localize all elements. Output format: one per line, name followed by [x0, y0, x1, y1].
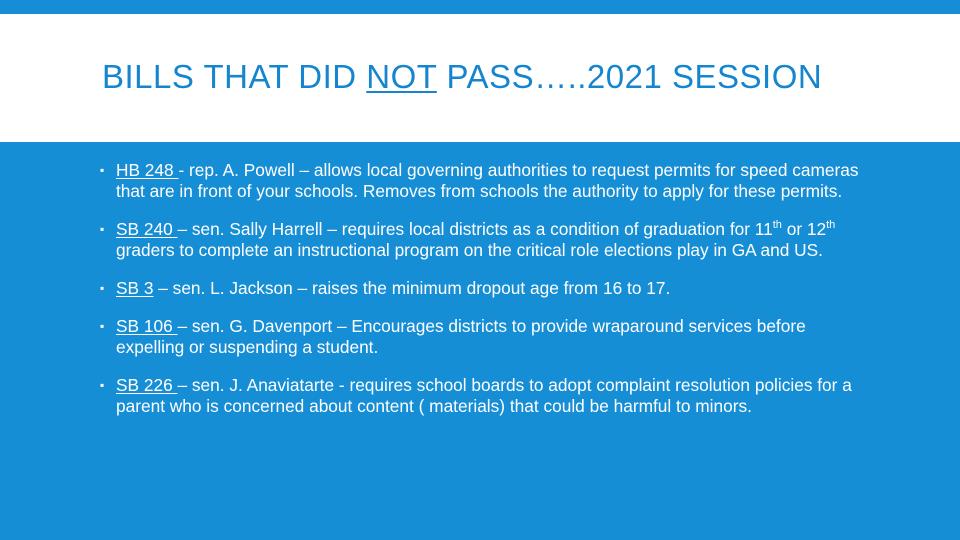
slide-title — [102, 58, 822, 96]
bullet-icon: ▪ — [100, 163, 105, 177]
bullet-icon: ▪ — [100, 281, 105, 295]
bullet-icon: ▪ — [100, 222, 105, 236]
bill-item-sb-240 — [100, 219, 860, 261]
ordinal-suffix: th — [772, 219, 782, 232]
bill-item-hb-248 — [100, 160, 860, 202]
title-emphasis: NOT — [366, 58, 437, 95]
bill-id: HB 248 — [116, 160, 179, 180]
bullet-icon: ▪ — [100, 319, 105, 333]
bill-description: – sen. G. Davenport – Encourages districts to provide wraparound services before expelling or suspending a student. — [116, 316, 806, 357]
title-part-2: PASS…..2021 SESSION — [436, 58, 823, 95]
bill-id: SB 106 — [116, 316, 178, 336]
bill-description: – sen. L. Jackson – raises the minimum dropout age from 16 to 17. — [153, 278, 671, 298]
bill-description-part-3: graders to complete an instructional program on the critical role elections play in GA and US. — [116, 240, 823, 260]
bill-item-sb-226 — [100, 375, 860, 417]
bullet-icon: ▪ — [100, 378, 105, 392]
bill-item-sb-3 — [100, 278, 860, 299]
bill-item-sb-106 — [100, 316, 860, 358]
bill-id: SB 3 — [116, 278, 154, 298]
bill-list — [100, 160, 860, 434]
bill-id: SB 240 — [116, 219, 178, 239]
bill-description-part-2: or 12 — [781, 219, 827, 239]
ordinal-suffix: th — [826, 219, 836, 232]
title-part-1: BILLS THAT DID — [102, 58, 367, 95]
bill-description: – sen. J. Anaviatarte - requires school boards to adopt complaint resolution policies for a parent who is concerned about content ( materials) that could be harmful to minors. — [116, 375, 852, 416]
bill-description-part-1: – sen. Sally Harrell – requires local districts as a condition of graduation for 11 — [177, 219, 773, 239]
bill-description: - rep. A. Powell – allows local governing authorities to request permits for speed cameras that are in front of your schools. Removes from schools the authority to apply for these permits. — [116, 160, 859, 201]
bill-id: SB 226 — [116, 375, 178, 395]
